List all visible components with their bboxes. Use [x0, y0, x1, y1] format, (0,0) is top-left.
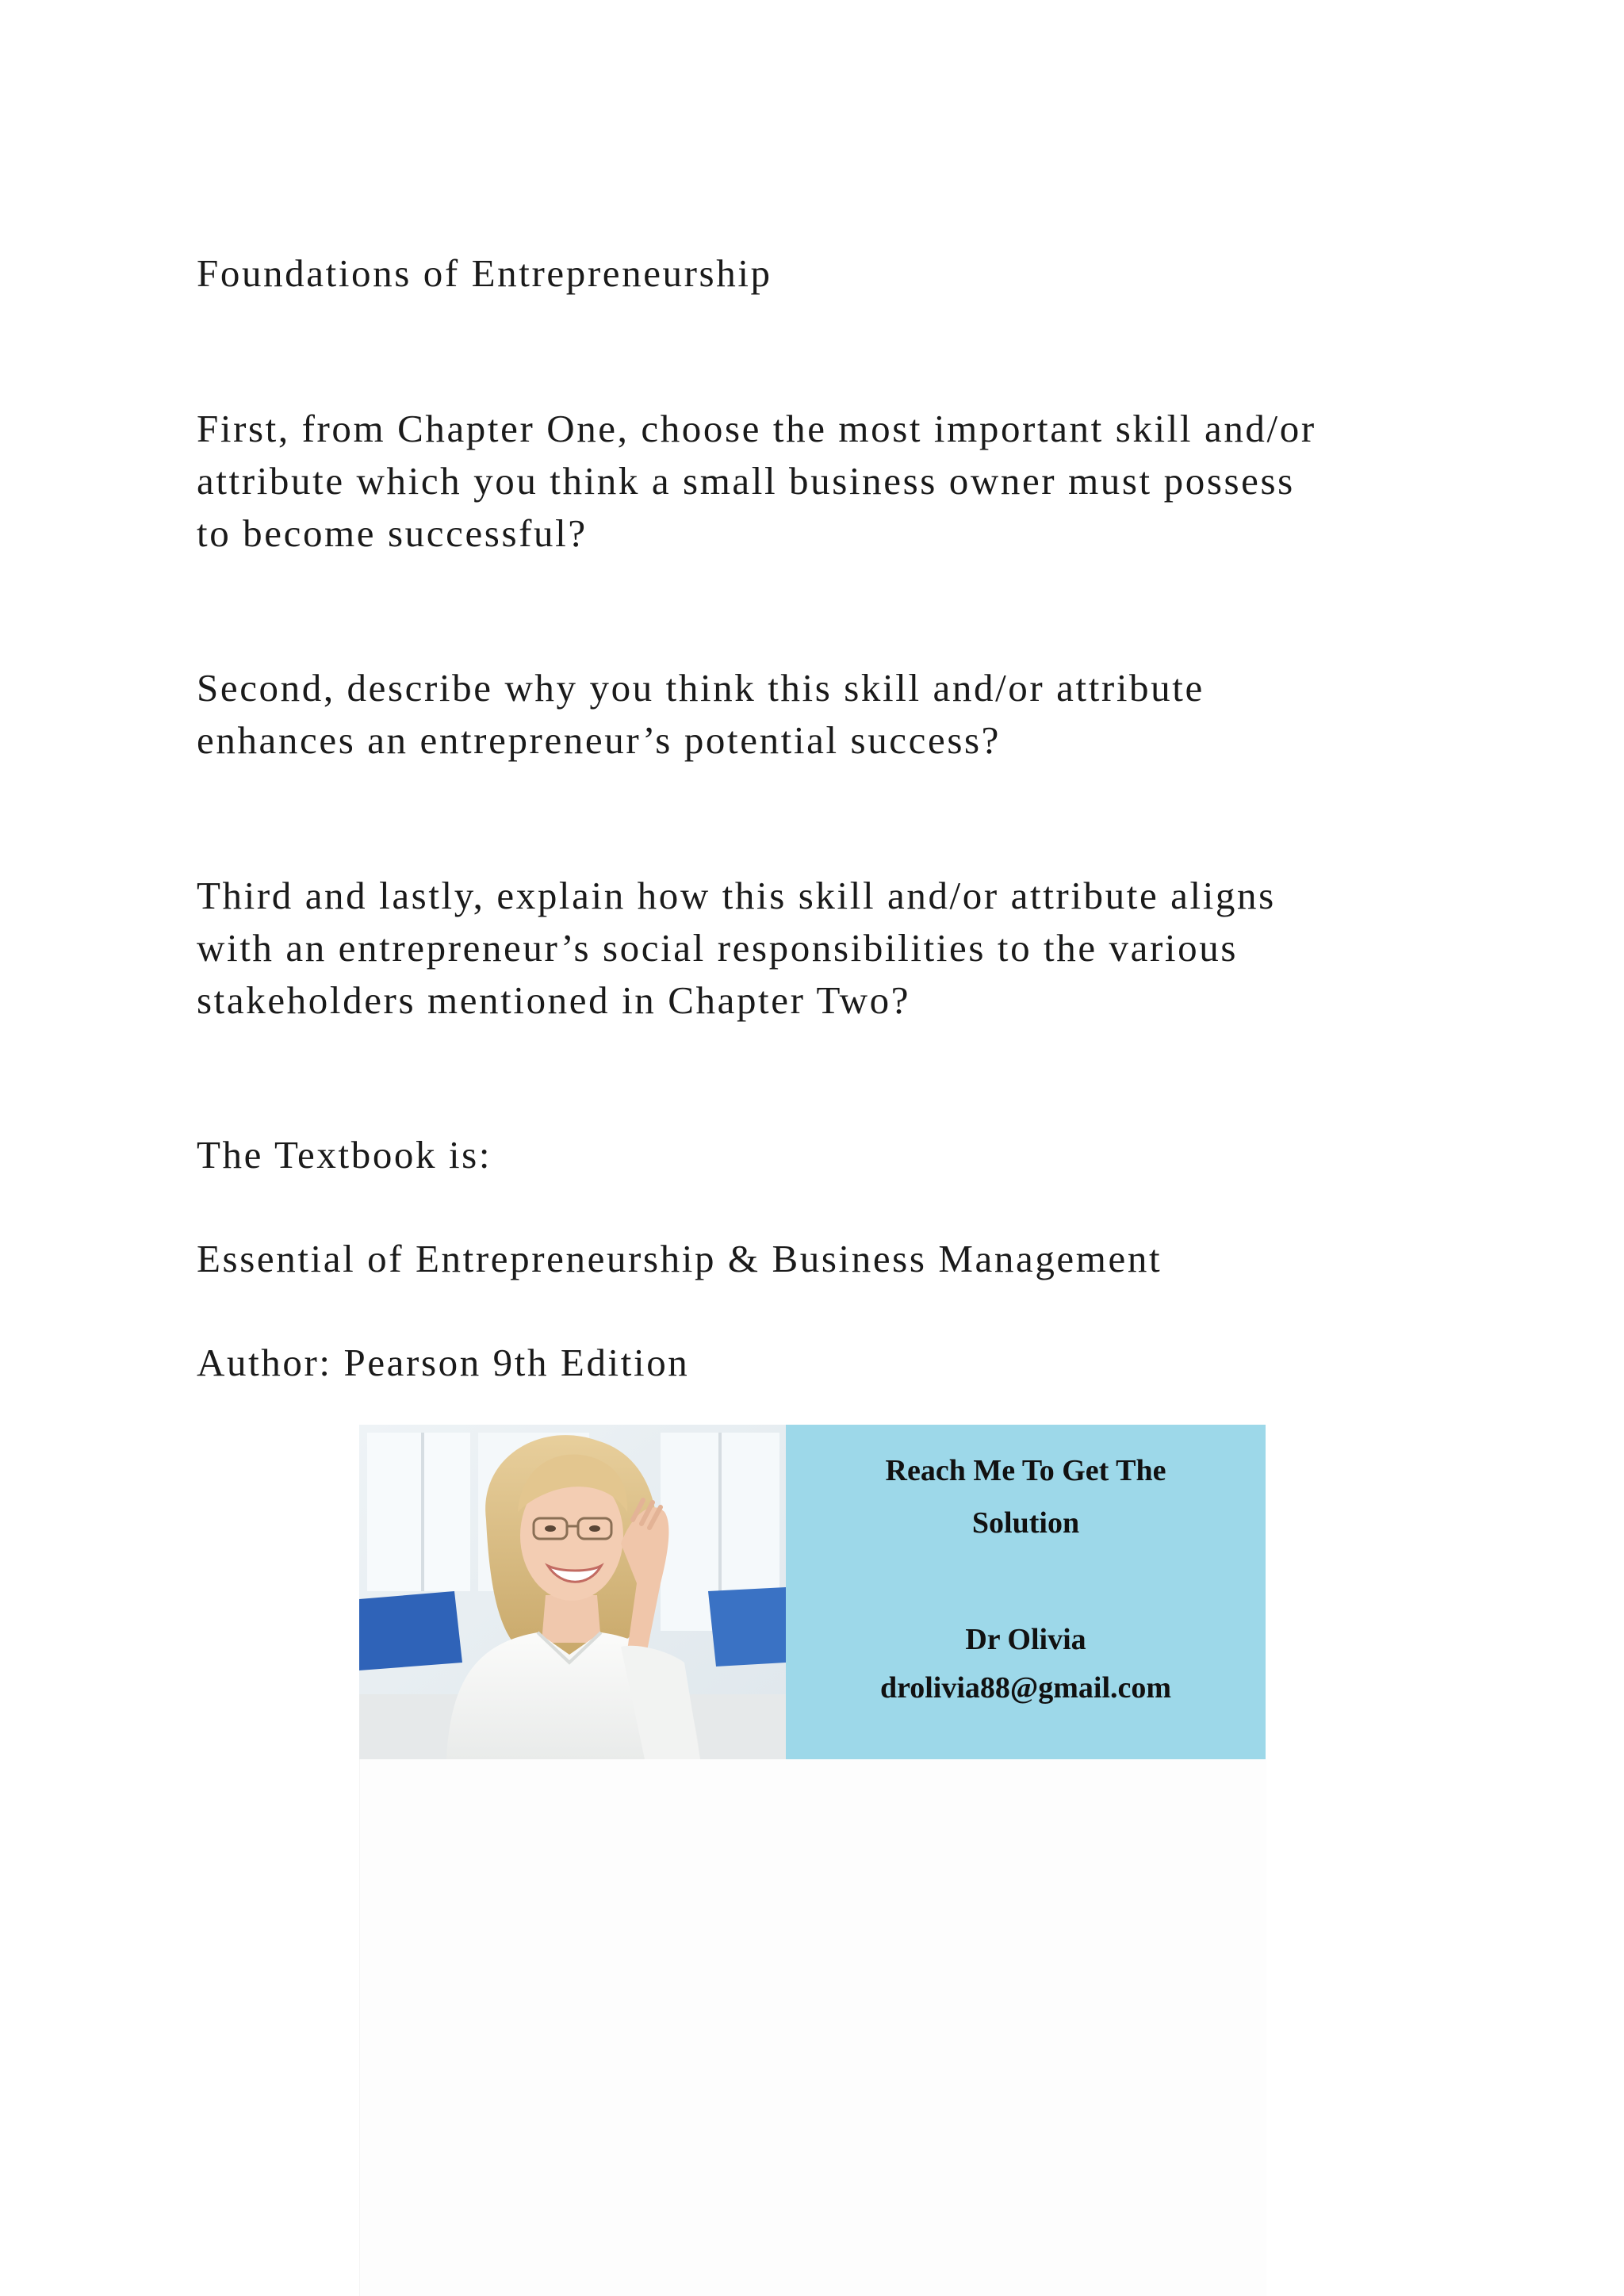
- question-first-line: First, from Chapter One, choose the most important skill and/or: [197, 407, 1316, 450]
- banner-headline-line2: Solution: [971, 1506, 1080, 1540]
- question-third-line: Third and lastly, explain how this skill and/or attribute aligns: [197, 874, 1276, 917]
- contact-panel: [786, 1425, 1266, 1759]
- image-shadow-area: [359, 1759, 1266, 2296]
- textbook-author: Author: Pearson 9th Edition: [197, 1341, 690, 1384]
- banner-headline-line1: Reach Me To Get The: [885, 1454, 1166, 1487]
- contact-banner: [359, 1425, 1266, 1759]
- contact-email: drolivia88@gmail.com: [879, 1671, 1172, 1705]
- question-first-line: attribute which you think a small business owner must possess: [197, 459, 1295, 503]
- question-first: [197, 403, 1465, 560]
- question-third-line: with an entrepreneur’s social responsibilities to the various: [197, 926, 1238, 970]
- woman-photo-illustration: [359, 1425, 786, 1759]
- question-second: [197, 662, 1465, 767]
- question-second-line: Second, describe why you think this skill and/or attribute: [197, 666, 1205, 710]
- question-second-line: enhances an entrepreneur’s potential success?: [197, 718, 1002, 762]
- banner-photo: [359, 1425, 786, 1759]
- question-third: [197, 870, 1465, 1027]
- question-third-line: stakeholders mentioned in Chapter Two?: [197, 978, 911, 1022]
- contact-name: Dr Olivia: [965, 1623, 1086, 1656]
- document-title: Foundations of Entrepreneurship: [197, 251, 772, 295]
- question-first-line: to become successful?: [197, 511, 588, 555]
- textbook-intro: The Textbook is:: [197, 1133, 492, 1177]
- textbook-title: Essential of Entrepreneurship & Business Management: [197, 1237, 1162, 1280]
